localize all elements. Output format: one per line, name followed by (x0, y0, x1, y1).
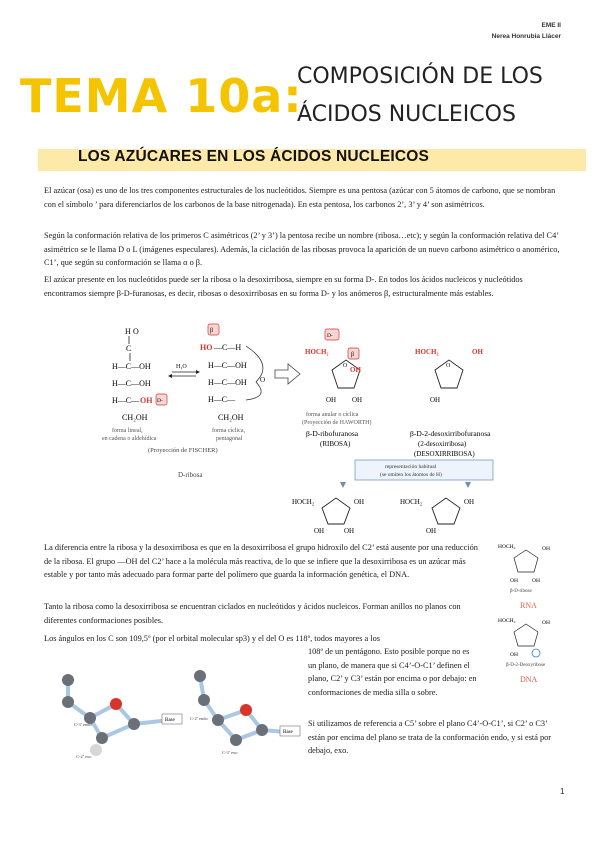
haworth-deoxyribose (410, 348, 491, 458)
fischer-linear-structure (102, 327, 167, 442)
haworth-caption-1: forma anular o cíclica (306, 412, 359, 418)
cyclic-beta-label: β (210, 328, 214, 334)
side-deoxy-oh1: OH (542, 620, 550, 626)
habitual-ribose-hoch2: HOCH₂ (292, 498, 315, 506)
title-line-1: COMPOSICIÓN DE LOS (297, 64, 543, 89)
fischer-cyclic-structure (200, 324, 265, 442)
rna-ribose-structure (498, 544, 550, 610)
deoxy-caption: β-D-2-Deoxyribose (506, 663, 546, 668)
habitual-ribose-oh2: OH (344, 527, 355, 534)
ribo-short: (RIBOSA) (320, 440, 351, 448)
author-label: Nerea Honrubia Llácer (491, 33, 561, 40)
tema-heading: TEMA 10a: (20, 69, 303, 123)
svg-text:O: O (260, 376, 266, 384)
deoxy-name-2: (2-desoxirribosa) (418, 440, 467, 448)
d-ribose-label: D-ribosa (178, 471, 203, 479)
ribose-beta-label: β (351, 352, 355, 358)
svg-text:O: O (446, 363, 451, 369)
ribose-cyclization-figure (100, 322, 530, 534)
svg-text:OH: OH (140, 396, 153, 405)
sugar-pucker-figure (40, 660, 302, 760)
cyclic-ch2oh: CH₂OH (218, 413, 244, 422)
linear-caption-1: forma lineal, (112, 428, 143, 434)
svg-text:O: O (343, 363, 348, 369)
svg-text:H—C—: H—C— (208, 395, 236, 404)
rna-label: RNA (520, 601, 537, 610)
haworth-d-label: D- (327, 333, 333, 339)
cyclic-caption-1: forma cíclica, (212, 428, 245, 434)
habitual-ribose-oh1: OH (354, 498, 365, 506)
endo-label: C-3’ endo (74, 722, 92, 727)
habitual-ribose-oh3: OH (314, 527, 325, 534)
svg-text:H—C—: H—C— (112, 396, 140, 405)
equilibrium-arrow (168, 364, 200, 378)
side-deoxy-oh3: OH (510, 652, 518, 658)
side-deoxy-hoch2: HOCH₂ (498, 618, 516, 624)
svg-text:H—C—OH: H—C—OH (112, 379, 151, 388)
svg-text:O: O (133, 327, 139, 336)
header-meta (492, 20, 561, 42)
page-title (297, 58, 543, 134)
ribose-c1-oh: OH (350, 366, 361, 374)
haworth-ribose (302, 329, 371, 448)
paragraph-ribose-vs-deoxyribose: La diferencia entre la ribosa y la desoxirribosa es que en la desoxirribosa el grupo hidroxilo del C2’ está ausente por una reducción de la ribosa. El grupo —OH del C2’ hace a la molécula más reactiva, de lo que se infiere que la desoxirribosa es un azúcar más estable y por tanto más adecuado para formar parte del polímero que guarda la información genética, el DNA. (44, 543, 478, 579)
svg-text:C: C (126, 344, 132, 353)
page-number: 1 (560, 787, 565, 796)
svg-text:H—C—OH: H—C—OH (208, 361, 247, 370)
svg-text:—C—H: —C—H (214, 343, 242, 352)
svg-text:H: H (125, 327, 131, 336)
side-ribose-hoch2: HOCH₂ (498, 544, 516, 550)
title-line-2: ÁCIDOS NUCLEICOS (297, 102, 516, 127)
fischer-caption: (Proyección de FISCHER) (148, 447, 218, 454)
linear-caption-2: en cadena o aldehídica (102, 436, 157, 442)
ribose-c3-oh: OH (326, 396, 337, 404)
deoxy-name-1: β-D-2-desoxirribofuranosa (410, 429, 491, 438)
endo-base-label: Base (165, 718, 175, 723)
h2o-label: H₂O (176, 364, 187, 370)
svg-text:HO: HO (200, 343, 213, 352)
side-ribose-oh1: OH (542, 546, 550, 552)
section-heading: LOS AZÚCARES EN LOS ÁCIDOS NUCLEICOS (78, 148, 430, 165)
cyclic-caption-2: pentagonal (216, 436, 243, 442)
haworth-arrow (275, 364, 300, 384)
paragraph-planarity: 108º de un pentágono. Esto posible porque no es un plano, de manera que si C4’-O-C1’ definen el plano, C2’ y C3’ están por encima o por debajo: en conformaciones de media silla o sobre. (308, 647, 477, 697)
deoxy-hoch2: HOCH₂ (415, 348, 439, 356)
svg-text:H—C—OH: H—C—OH (112, 362, 151, 371)
ribose-c2-oh: OH (352, 396, 363, 404)
deoxy-short: (DESOXIRRIBOSA) (414, 450, 475, 458)
ribose-caption: β-D-ribose (510, 589, 532, 594)
habitual-deoxy-hoch2: HOCH₂ (400, 498, 423, 506)
habitual-label-2: (se omiten los átomos de H) (380, 472, 442, 478)
fischer-ch2oh: CH₂OH (122, 413, 148, 422)
haworth-caption-2: (Proyección de HAWORTH) (302, 420, 372, 426)
paragraph-ring-conformations: Tanto la ribosa como la desoxirribosa se encuentran ciclados en nucleótidos y ácidos nucleicos. Forman anillos no planos con diferentes conformaciones posibles. (44, 602, 461, 625)
paragraph-conformation: Según la conformación relativa de los primeros C asimétricos (2’ y 3’) la pentosa recibe un nombre (ribosa…etc); y según la conformación relativa del C4’ asimétrico se le llama D o L (imágenes especulares). Además, la ciclación de las ribosas provoca la aparición de un nuevo carbono asimétrico o anomérico, C1’, que según su conformación se llama α o β. (44, 231, 560, 267)
paragraph-angles: Los ángulos en los C son 109,5º (por el orbital molecular sp3) y el del O es 118º, todos mayores a los (44, 634, 380, 643)
side-ribose-oh2: OH (532, 578, 540, 584)
ribose-hoch2: HOCH₂ (305, 348, 329, 356)
paragraph-ribose-forms: El azúcar presente en los nucleótidos puede ser la ribosa o la desoxirribosa, siempre en su forma D-. En todos los ácidos nucleicos y nucleótidos encontramos siempre β-D-furanosas, es decir, ribosas o desoxirribosas en su forma D- y los anómeros β, estructuralmente más estables. (44, 275, 523, 298)
habitual-representation (292, 460, 493, 534)
svg-text:H—C—OH: H—C—OH (208, 378, 247, 387)
ribo-name: β-D-ribofuranosa (306, 429, 359, 438)
exo-base-label: Base (283, 730, 293, 735)
rna-dna-sugar-figure (492, 536, 570, 686)
habitual-label-1: representación habitual (385, 464, 437, 470)
endo-molecule (62, 674, 182, 759)
deoxy-c3-oh: OH (430, 396, 441, 404)
paragraph-sugar-definition: El azúcar (osa) es uno de los tres componentes estructurales de los nucleótidos. Siempre es una pentosa (azúcar con 5 átomos de carbono, que se nombran con el símbolo ’ para diferenciarlos de los carbonos de la base nitrogenada). En esta pentosa, los carbonos 2’, 3’ y 4’ son asimétricos. (44, 186, 556, 209)
deoxy-c1-oh: OH (472, 348, 483, 356)
exo-molecule (190, 670, 300, 755)
paragraph-endo-exo: Si utilizamos de referencia a C5’ sobre el plano C4’-O-C1’, si C2’ o C3’ están por encima del plano se trata de la conformación endo, y si está por debajo, exo. (308, 719, 552, 755)
habitual-deoxy-oh1: OH (464, 498, 475, 506)
side-ribose-oh3: OH (510, 578, 518, 584)
dna-label: DNA (520, 675, 538, 684)
endo-2-label: C-2’ endo (190, 716, 208, 721)
dna-deoxyribose-structure (498, 618, 550, 684)
fischer-d-label: D- (157, 398, 163, 404)
exo-2-label: C-3’ exo (222, 750, 238, 755)
habitual-deoxy-oh3: OH (426, 527, 437, 534)
exo-label: C-2’ exo (76, 754, 92, 759)
course-label: EME II (541, 22, 561, 29)
